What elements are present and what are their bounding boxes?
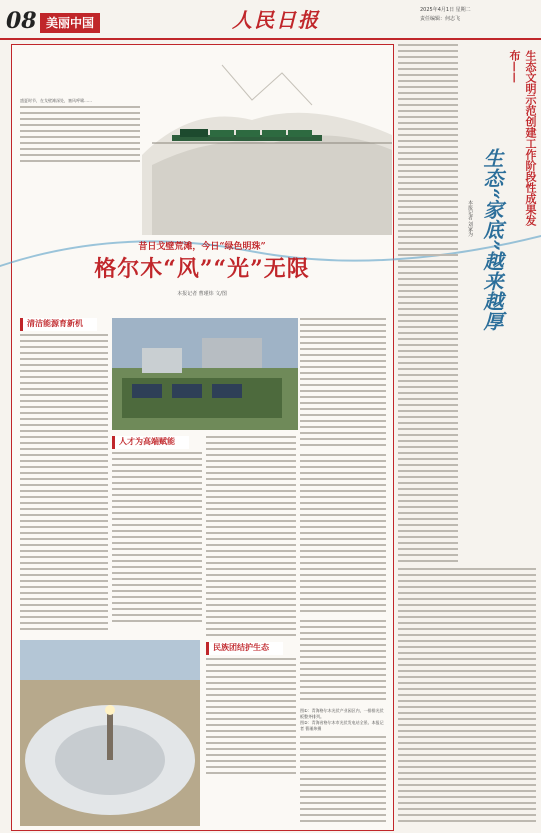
sidebar-text-upper	[398, 44, 458, 564]
body-column-3	[300, 454, 386, 614]
photo-solar-field	[112, 318, 298, 430]
body-column-2b	[206, 436, 296, 636]
article-kicker: 昔日戈壁荒滩，今日“绿色明珠”	[138, 242, 266, 252]
body-column-2c	[206, 658, 296, 778]
sidebar-big-title: 生态“家底”越来越厚	[480, 148, 504, 332]
issue-meta	[420, 6, 471, 24]
section-label: 美丽中国	[40, 13, 100, 33]
body-column-1	[20, 334, 108, 634]
page-number: 08	[6, 8, 37, 34]
issue-date: 2025年4月1日 星期二	[420, 7, 471, 13]
sidebar-byline: 本报记者 刘家为	[467, 200, 473, 237]
subhead-1: 清洁能源育新机	[20, 318, 97, 331]
subhead-2: 人才为高端赋能	[112, 436, 189, 449]
article-title: 格尔木“风”“光”无限	[94, 256, 310, 282]
article-intro: 盛夏时节，在戈壁滩深处，塞风呼啸……	[20, 98, 92, 103]
newspaper-masthead: 人民日报	[232, 8, 320, 32]
body-column-3-top	[300, 318, 386, 448]
body-column-3b	[300, 620, 386, 702]
page-header	[0, 0, 541, 40]
editor-line: 责任编辑：何志飞	[420, 16, 461, 22]
sidebar-column-title: 生态文明示范创建工作阶段性成果发布——	[508, 50, 537, 226]
photo-concentrated-solar	[20, 640, 200, 826]
photo-caption-1: 图①：青海格尔木光伏产业园区内，一排排光伏板整齐排列。	[300, 708, 384, 719]
subhead-3: 民族团结护生态	[206, 642, 283, 655]
article-byline: 本报记者 曹瑾炜 文/图	[177, 291, 227, 297]
intro-text-block	[20, 106, 140, 164]
photo-caption-2: 图②：青海省格尔木市光伏发电站全景。本报记者 曹瑾炜摄	[300, 720, 384, 731]
body-column-2	[112, 452, 202, 622]
body-column-3c	[300, 736, 386, 824]
sidebar-text-lower	[398, 568, 536, 826]
